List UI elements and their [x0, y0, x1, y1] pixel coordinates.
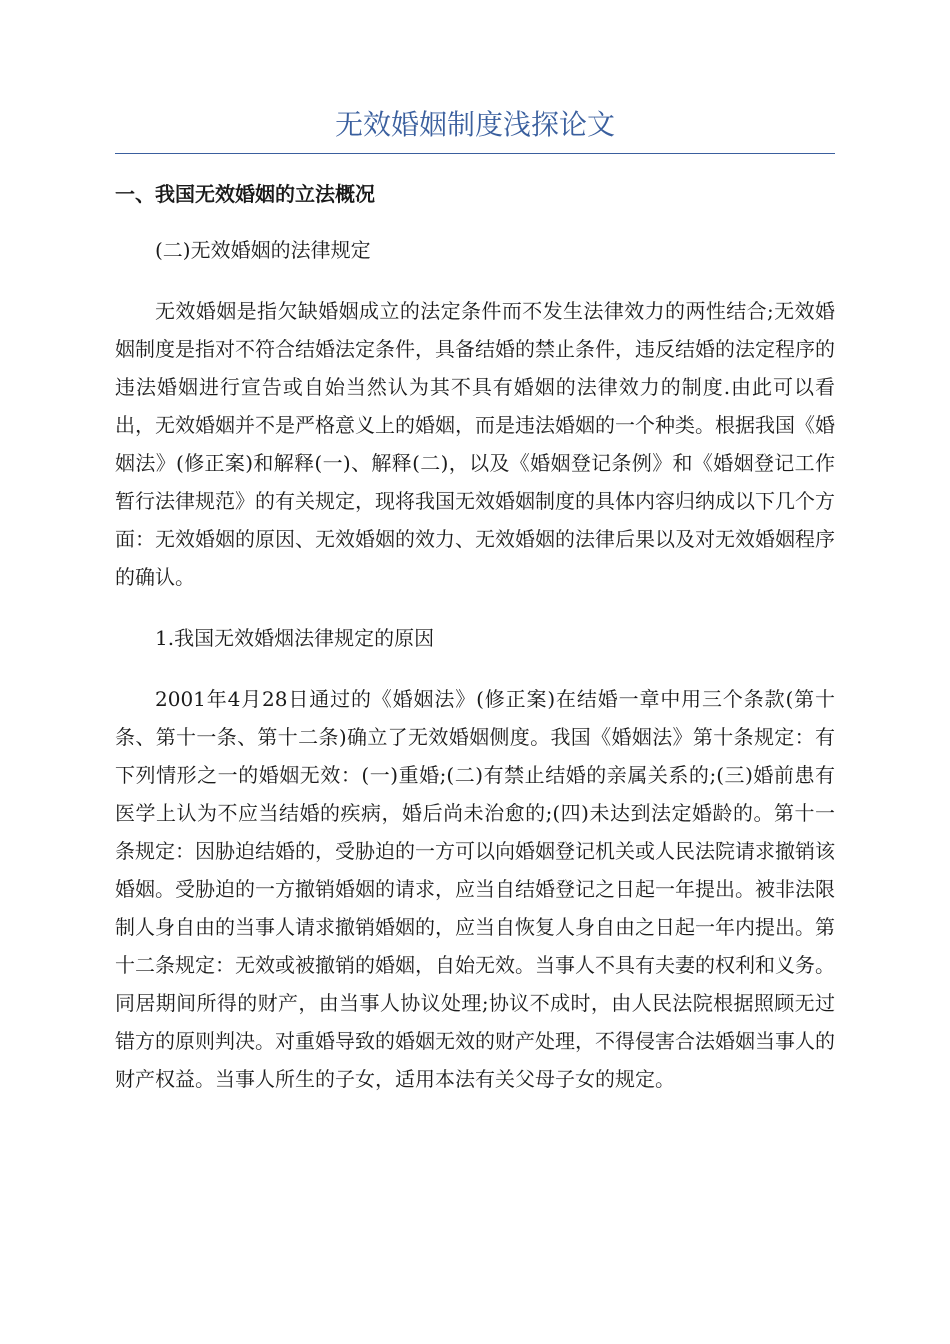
item-heading: 1.我国无效婚烟法律规定的原因 — [155, 626, 435, 650]
document-page — [115, 105, 835, 1098]
paragraph: 无效婚姻是指欠缺婚姻成立的法定条件而不发生法律效力的两性结合;无效婚姻制度是指对不符合结婚法定条件，具备结婚的禁止条件，违反结婚的法定程序的违法婚姻进行宣告或自始当然认为其不具有婚姻的法律效力的制度.由此可以看出，无效婚姻并不是严格意义上的婚姻，而是违法婚姻的一个种类。根据我国《婚姻法》(修正案)和解释(一)、解释(二)，以及《婚姻登记条例》和《婚姻登记工作暂行法律规范》的有关规定，现将我国无效婚姻制度的具体内容归纳成以下几个方面：无效婚姻的原因、无效婚姻的效力、无效婚姻的法律后果以及对无效婚姻程序的确认。 — [115, 299, 835, 589]
paragraph: 2001年4月28日通过的《婚姻法》(修正案)在结婚一章中用三个条款(第十条、第十一条、第十二条)确立了无效婚姻侧度。我国《婚姻法》第十条规定：有下列情形之一的婚姻无效：(一)重婚;(二)有禁止结婚的亲属关系的;(三)婚前患有医学上认为不应当结婚的疾病，婚后尚未治愈的;(四)未达到法定婚龄的。第十一条规定：因胁迫结婚的，受胁迫的一方可以向婚姻登记机关或人民法院请求撤销该婚姻。受胁迫的一方撤销婚姻的请求，应当自结婚登记之日起一年提出。被非法限制人身自由的当事人请求撤销婚姻的，应当自恢复人身自由之日起一年内提出。第十二条规定：无效或被撤销的婚姻，自始无效。当事人不具有夫妻的权利和义务。同居期间所得的财产，由当事人协议处理;协议不成时，由人民法院根据照顾无过错方的原则判决。对重婚导致的婚姻无效的财产处理，不得侵害合法婚姻当事人的财产权益。当事人所生的子女，适用本法有关父母子女的规定。 — [115, 687, 835, 1091]
document-title: 无效婚姻制度浅探论文 — [115, 105, 835, 154]
subsection-heading: (二)无效婚姻的法律规定 — [155, 238, 371, 262]
section-heading: 一、我国无效婚姻的立法概况 — [115, 182, 375, 206]
